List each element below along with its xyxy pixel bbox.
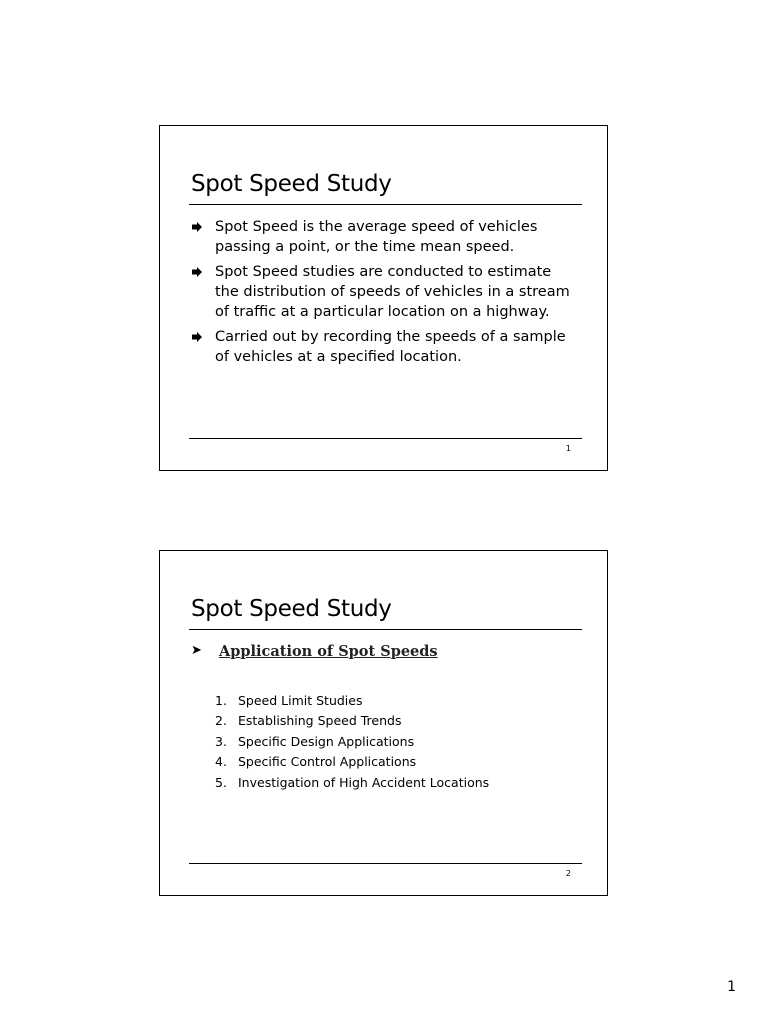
list-number: 5.: [215, 774, 227, 790]
list-number: 3.: [215, 733, 227, 749]
footer-divider: [189, 438, 582, 439]
footer-divider: [189, 863, 582, 864]
list-number: 1.: [215, 693, 227, 708]
list-text: Specific Design Applications: [238, 733, 415, 749]
bullet-text: Spot Speed is the average speed of vehicles passing a point, or the time mean speed.: [215, 219, 538, 255]
list-item: [215, 773, 489, 793]
section-heading: Application of Spot Speeds: [219, 643, 438, 660]
list-item: [215, 732, 489, 752]
arrow-bullet-icon: [192, 332, 202, 342]
slide-1: [159, 125, 608, 471]
numbered-list: [215, 691, 489, 793]
slide-page-number: 1: [565, 444, 571, 453]
list-text: Establishing Speed Trends: [238, 713, 402, 729]
document-page-number: 1: [727, 979, 736, 995]
title-divider: [189, 629, 582, 630]
slide-page-number: 2: [565, 869, 571, 878]
bullet-item: [191, 262, 571, 322]
bullet-text: Spot Speed studies are conducted to estimate the distribution of speeds of vehicles in a stream of traffic at a particular location on a highway.: [215, 264, 570, 320]
bullet-list: [191, 217, 571, 372]
bullet-item: [191, 217, 571, 257]
slide-title: Spot Speed Study: [191, 171, 392, 197]
bullet-text: Carried out by recording the speeds of a sample of vehicles at a specified location.: [215, 329, 566, 365]
list-text: Speed Limit Studies: [238, 693, 363, 708]
arrow-bullet-icon: [192, 222, 202, 232]
slide-2: [159, 550, 608, 896]
title-divider: [189, 204, 582, 205]
section-header: [191, 641, 438, 662]
list-text: Investigation of High Accident Locations: [238, 774, 490, 790]
slide-title: Spot Speed Study: [191, 596, 392, 622]
arrow-bullet-icon: [192, 267, 202, 277]
chevron-right-icon: ➤: [191, 643, 202, 658]
list-item: [215, 711, 489, 731]
list-item: [215, 691, 489, 711]
list-number: 2.: [215, 713, 227, 729]
list-text: Specific Control Applications: [238, 754, 417, 770]
list-number: 4.: [215, 754, 227, 770]
bullet-item: [191, 327, 571, 367]
list-item: [215, 752, 489, 772]
